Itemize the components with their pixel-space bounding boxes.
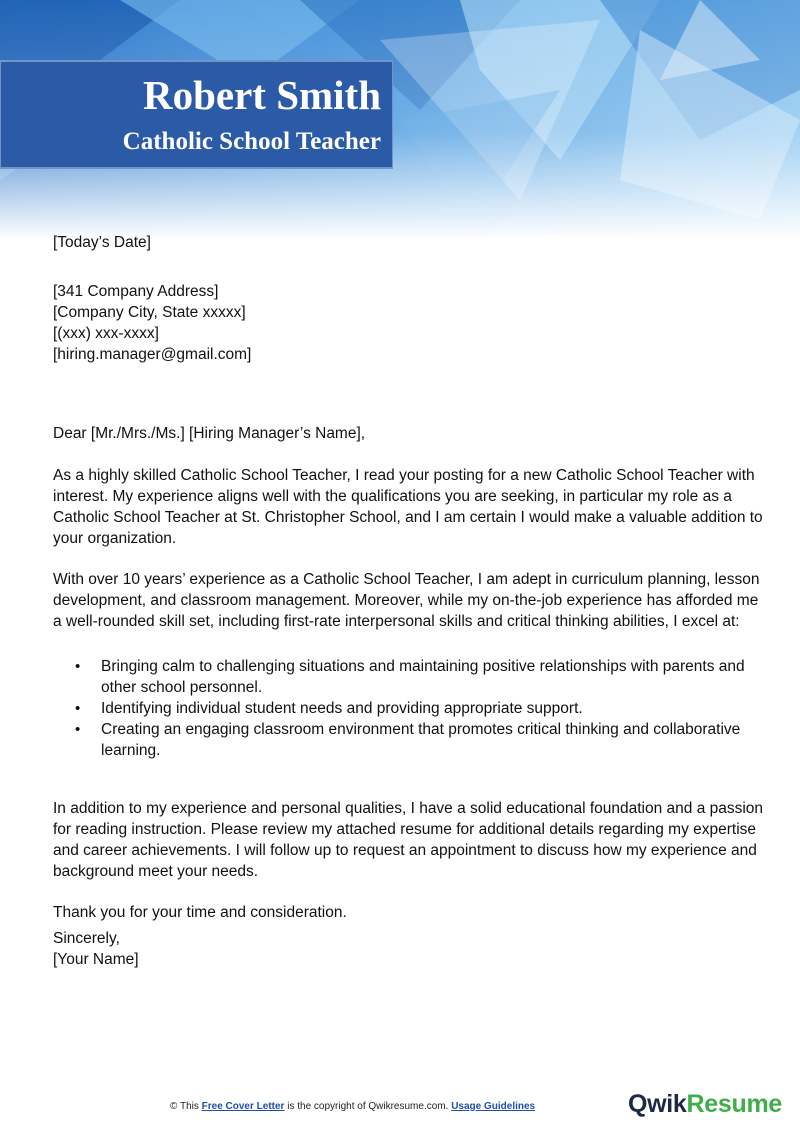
- footer-prefix: © This: [170, 1101, 202, 1112]
- letter-closing: [53, 928, 765, 970]
- letter-paragraph-experience: With over 10 years’ experience as a Catholic School Teacher, I am adept in curriculum planning, lesson development, and classroom management. Moreover, while my on-the-job experience has afforded me a well-rounded skill set, including first-rate interpersonal skills and critical thinking abilities, I excel at:: [53, 570, 760, 630]
- letter-greeting: Dear [Mr./Mrs./Ms.] [Hiring Manager’s Name],: [53, 424, 366, 442]
- free-cover-letter-link[interactable]: Free Cover Letter: [201, 1101, 285, 1112]
- copyright-footer: [170, 1101, 590, 1112]
- qwikresume-logo: [628, 1090, 782, 1119]
- address-line: [hiring.manager@gmail.com]: [53, 346, 252, 363]
- bullet-item: • Bringing calm to challenging situations and maintaining positive relationships with parents and other school personnel.: [53, 656, 765, 698]
- address-line: [Company City, State xxxxx]: [53, 304, 246, 321]
- logo-text-qwik: Qwik: [628, 1090, 687, 1118]
- usage-guidelines-link[interactable]: Usage Guidelines: [451, 1101, 536, 1112]
- recipient-address-block: [53, 281, 765, 365]
- letter-paragraph-education: In addition to my experience and personal qualities, I have a solid educational foundation and a passion for reading instruction. Please review my attached resume for additional details regarding my expertise and career achievements. I will follow up to request an appointment to discuss how my experience and background meet your needs.: [53, 799, 764, 880]
- letter-date: [Today’s Date]: [53, 233, 151, 251]
- candidate-job-title: Catholic School Teacher: [122, 128, 381, 155]
- address-line: [341 Company Address]: [53, 283, 219, 300]
- bullet-item: • Identifying individual student needs and providing appropriate support.: [53, 698, 765, 719]
- bullet-item: • Creating an engaging classroom environment that promotes critical thinking and collaborative learning.: [53, 719, 765, 761]
- skills-bullet-list: [53, 656, 765, 761]
- letter-paragraph-intro: As a highly skilled Catholic School Teacher, I read your posting for a new Catholic School Teacher with interest. My experience aligns well with the qualifications you are seeking, in particular my role as a Catholic School Teacher at St. Christopher School, and I am certain I would make a valuable addition to your organization.: [53, 466, 763, 547]
- logo-text-resume: Resume: [686, 1090, 783, 1118]
- sign-off: Sincerely,: [53, 930, 120, 947]
- footer-middle-text: is the copyright of Qwikresume.com.: [284, 1101, 452, 1112]
- header-name-block: [0, 60, 393, 169]
- signature-name: [Your Name]: [53, 951, 139, 968]
- letter-paragraph-thanks: Thank you for your time and consideration.: [53, 903, 347, 921]
- address-line: [(xxx) xxx-xxxx]: [53, 325, 159, 342]
- candidate-name: Robert Smith: [142, 72, 381, 118]
